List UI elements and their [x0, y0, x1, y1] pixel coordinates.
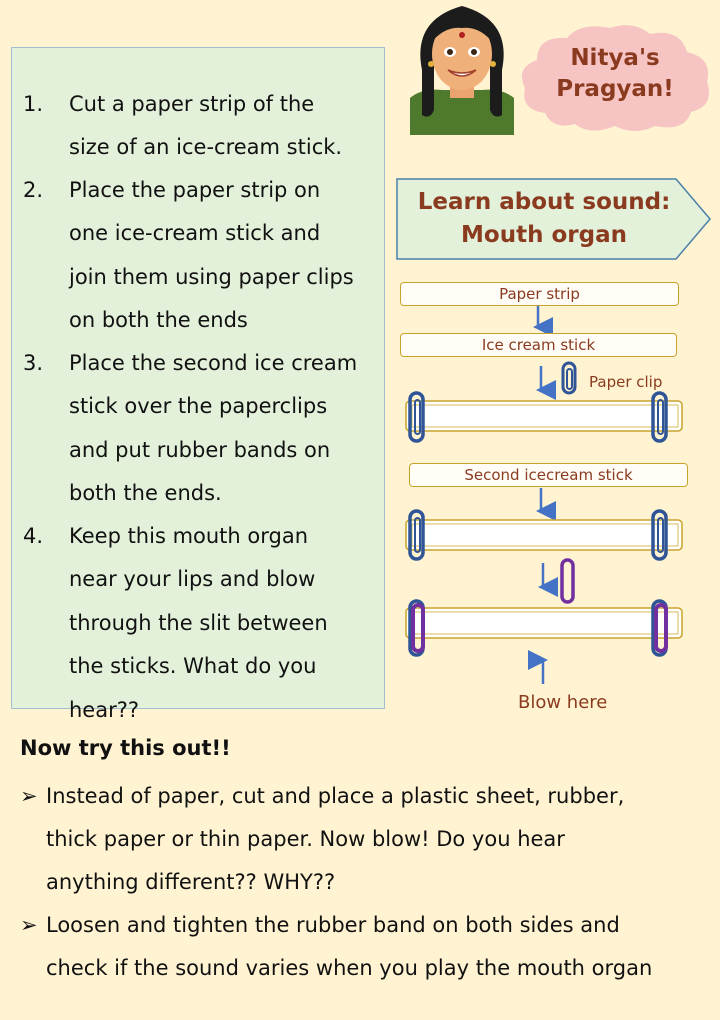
step-line: Cut a paper strip of the	[69, 92, 315, 116]
ice-cream-stick-label: Ice cream stick	[400, 333, 677, 357]
stick-stack-2	[406, 520, 682, 550]
arrow-bullet-icon: ➢	[20, 784, 38, 808]
bullet-line: thick paper or thin paper. Now blow! Do you hear	[46, 827, 565, 851]
step-line: size of an ice-cream stick.	[69, 135, 343, 159]
step-line: Place the paper strip on	[69, 178, 321, 202]
step-line: Place the second ice cream	[69, 351, 358, 375]
step-number: 3.	[23, 351, 44, 375]
paper-clip-icon	[563, 363, 575, 393]
mouth-organ-diagram	[390, 275, 710, 715]
bullet-line: anything different?? WHY??	[46, 870, 336, 894]
step-number: 4.	[23, 524, 44, 548]
brand-title: Nitya's Pragyan!	[556, 45, 674, 102]
step-line: and put rubber bands on	[69, 438, 331, 462]
stick-stack-3	[406, 608, 682, 638]
step-line: on both the ends	[69, 308, 248, 332]
bullet-line: Loosen and tighten the rubber band on both sides and	[46, 913, 620, 937]
step-number: 1.	[23, 92, 44, 116]
topic-title: Learn about sound: Mouth organ	[417, 189, 671, 248]
try-bullet-1	[20, 775, 710, 907]
step-line: one ice-cream stick and	[69, 221, 321, 245]
try-bullet-2	[20, 904, 710, 994]
step-line: near your lips and blow	[69, 567, 316, 591]
step-line: both the ends.	[69, 481, 222, 505]
step-line: join them using paper clips	[69, 265, 354, 289]
step-number: 2.	[23, 178, 44, 202]
step-line: the sticks. What do you	[69, 654, 317, 678]
girl-avatar-icon	[402, 0, 522, 135]
second-stick-label: Second icecream stick	[409, 463, 688, 487]
instructions-panel	[11, 47, 385, 722]
paper-clip-label: Paper clip	[589, 373, 663, 391]
paper-strip-label: Paper strip	[400, 282, 679, 306]
arrow-bullet-icon: ➢	[20, 913, 38, 937]
step-line: Keep this mouth organ	[69, 524, 309, 548]
try-section-title: Now try this out!!	[20, 736, 231, 760]
bullet-line: Instead of paper, cut and place a plastic sheet, rubber,	[46, 784, 625, 808]
blow-here-label: Blow here	[518, 692, 608, 713]
step-line: stick over the paperclips	[69, 394, 328, 418]
step-line: hear??	[69, 698, 140, 722]
stick-stack-1	[406, 401, 682, 431]
step-line: through the slit between	[69, 611, 328, 635]
rubber-band-icon	[562, 560, 573, 602]
bullet-line: check if the sound varies when you play the mouth organ	[46, 956, 653, 980]
